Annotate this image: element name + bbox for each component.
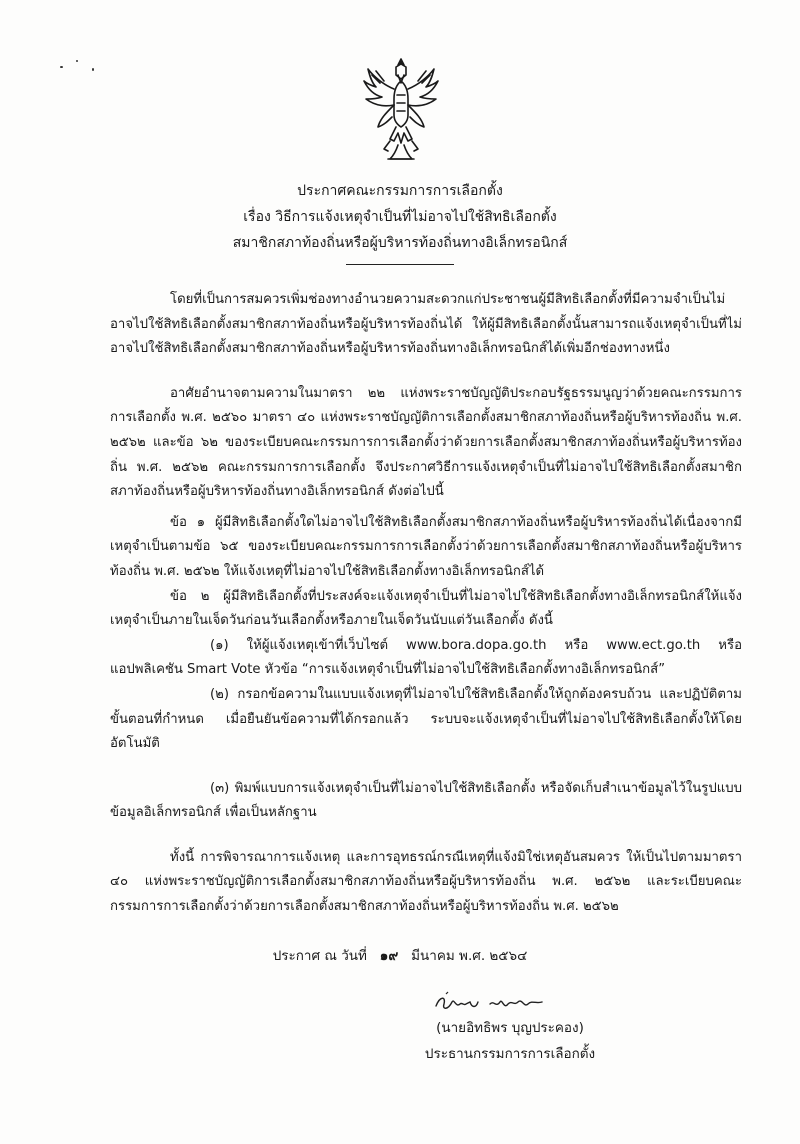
scan-speck	[60, 66, 63, 68]
title-divider	[346, 264, 454, 265]
subject-line: เรื่อง วิธีการแจ้งเหตุจำเป็นที่ไม่อาจไปใช้สิทธิเลือกตั้ง	[243, 209, 557, 225]
clause-2-item-3: (๓) พิมพ์แบบการแจ้งเหตุจำเป็นที่ไม่อาจไปใช้สิทธิเลือกตั้ง หรือจัดเก็บสำเนาข้อมูลไว้ในรูปแบบข้อมูลอิเล็กทรอนิกส์ เพื่อเป็นหลักฐาน	[110, 780, 742, 821]
announcement-body	[110, 288, 742, 920]
date-prefix: ประกาศ ณ วันที่	[272, 948, 367, 964]
authority-paragraph: อาศัยอำนาจตามความในมาตรา ๒๒ แห่งพระราชบัญญัติประกอบรัฐธรรมนูญว่าด้วยคณะกรรมการการเลือกตั้ง พ.ศ. ๒๕๖๐ มาตรา ๔๐ แห่งพระราชบัญญัติการเลือกตั้งสมาชิกสภาท้องถิ่นหรือผู้บริหารท้องถิ่น พ.ศ. ๒๕๖๒ และข้อ ๖๒ ของระเบียบคณะกรรมการการเลือกตั้งว่าด้วยการเลือกตั้งสมาชิกสภาท้องถิ่นหรือผู้บริหารท้องถิ่น พ.ศ. ๒๕๖๒ คณะกรรมการการเลือกตั้ง จึงประกาศวิธีการแจ้งเหตุจำเป็นที่ไม่อาจไปใช้สิทธิเลือกตั้งสมาชิกสภาท้องถิ่นหรือผู้บริหารท้องถิ่นทางอิเล็กทรอนิกส์ ดังต่อไปนี้	[110, 385, 742, 500]
date-month-year: มีนาคม พ.ศ. ๒๕๖๔	[411, 948, 528, 964]
date-day: ๑๙	[379, 948, 399, 964]
clause-2-item-1: (๑) ให้ผู้แจ้งเหตุเข้าที่เว็บไซต์ www.bora.dopa.go.th หรือ www.ect.go.th หรือแอปพลิเคชัน Smart Vote หัวข้อ “การแจ้งเหตุจำเป็นที่ไม่อาจไปใช้สิทธิเลือกตั้งทางอิเล็กทรอนิกส์”	[110, 637, 742, 678]
garuda-emblem-icon	[360, 55, 442, 165]
closing-paragraph: ทั้งนี้ การพิจารณาการแจ้งเหตุ และการอุทธรณ์กรณีเหตุที่แจ้งมิใช่เหตุอันสมควร ให้เป็นไปตามมาตรา ๔๐ แห่งพระราชบัญญัติการเลือกตั้งสมาชิกสภาท้องถิ่นหรือผู้บริหารท้องถิ่น พ.ศ. ๒๕๖๒ และระเบียบคณะกรรมการการเลือกตั้งว่าด้วยการเลือกตั้งสมาชิกสภาท้องถิ่นหรือผู้บริหารท้องถิ่น พ.ศ. ๒๕๖๒	[110, 849, 742, 915]
scan-speck	[76, 60, 78, 62]
signatory-name: (นายอิทธิพร บุญประคอง)	[436, 1020, 584, 1036]
subject-line-2: สมาชิกสภาท้องถิ่นหรือผู้บริหารท้องถิ่นทางอิเล็กทรอนิกส์	[232, 235, 568, 251]
signatory-position: ประธานกรรมการการเลือกตั้ง	[424, 1046, 596, 1062]
scan-speck	[92, 68, 94, 71]
clause-2-item-2: (๒) กรอกข้อความในแบบแจ้งเหตุที่ไม่อาจไปใช้สิทธิเลือกตั้งให้ถูกต้องครบถ้วน และปฏิบัติตามขั้นตอนที่กำหนด เมื่อยืนยันข้อความที่ได้กรอกแล้ว ระบบจะแจ้งเหตุจำเป็นที่ไม่อาจไปใช้สิทธิเลือกตั้งให้โดยอัตโนมัติ	[110, 686, 742, 752]
announcement-date	[0, 944, 800, 966]
clause-2: ข้อ ๒ ผู้มีสิทธิเลือกตั้งที่ประสงค์จะแจ้งเหตุจำเป็นที่ไม่อาจไปใช้สิทธิเลือกตั้งทางอิเล็กทรอนิกส์ให้แจ้งเหตุจำเป็นภายในเจ็ดวันก่อนวันเลือกตั้งหรือภายในเจ็ดวันนับแต่วันเลือกตั้ง ดังนี้	[110, 588, 742, 629]
clause-1: ข้อ ๑ ผู้มีสิทธิเลือกตั้งใดไม่อาจไปใช้สิทธิเลือกตั้งสมาชิกสภาท้องถิ่นหรือผู้บริหารท้องถิ่นได้เนื่องจากมีเหตุจำเป็นตามข้อ ๖๕ ของระเบียบคณะกรรมการการเลือกตั้งว่าด้วยการเลือกตั้งสมาชิกสภาท้องถิ่นหรือผู้บริหารท้องถิ่น พ.ศ. ๒๕๖๒ ให้แจ้งเหตุที่ไม่อาจไปใช้สิทธิเลือกตั้งทางอิเล็กทรอนิกส์ได้	[110, 514, 742, 579]
handwritten-signature	[432, 988, 552, 1018]
preamble-paragraph: โดยที่เป็นการสมควรเพิ่มช่องทางอำนวยความสะดวกแก่ประชาชนผู้มีสิทธิเลือกตั้งที่มีความจำเป็นไม่อาจไปใช้สิทธิเลือกตั้งสมาชิกสภาท้องถิ่นหรือผู้บริหารท้องถิ่นได้ ให้ผู้มีสิทธิเลือกตั้งนั้นสามารถแจ้งเหตุจำเป็นที่ไม่อาจไปใช้สิทธิเลือกตั้งสมาชิกสภาท้องถิ่นหรือผู้บริหารท้องถิ่นทางอิเล็กทรอนิกส์ได้เพิ่มอีกช่องทางหนึ่ง	[110, 292, 742, 357]
issuer-heading: ประกาศคณะกรรมการการเลือกตั้ง	[297, 183, 503, 199]
announcement-title-block	[0, 178, 800, 256]
